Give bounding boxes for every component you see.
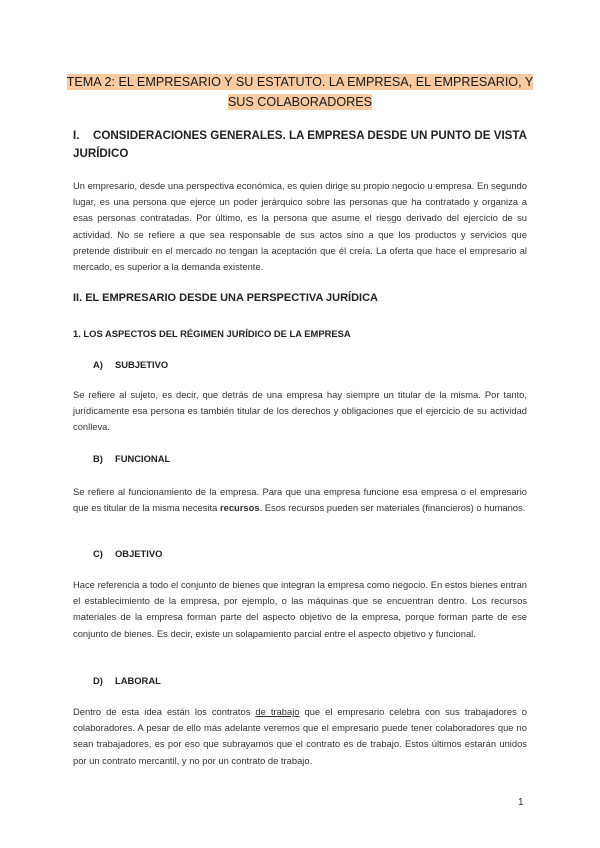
aspect-subjetivo-heading [93,359,168,370]
aspect-funcional-text [73,484,527,516]
aspect-laboral-text-underline: de trabajo [255,706,300,717]
page-number: 1 [518,797,524,808]
aspect-subjetivo-text: Se refiere al sujeto, es decir, que detrás de una empresa hay siempre un titular de la misma. Por tanto, jurídicamente esa persona es también titular de los derechos y obligaciones que el ejercicio de su actividad conlleva. [73,389,527,433]
aspect-laboral-label: D) [93,675,103,686]
section-2-subheading: 1. LOS ASPECTOS DEL RÉGIMEN JURÍDICO DE LA EMPRESA [73,328,351,339]
section-1-number: I. [73,129,80,142]
aspect-laboral-heading [93,675,161,686]
aspect-objetivo-text: Hace referencia a todo el conjunto de bienes que integran la empresa como negocio. En estos bienes entran el establecimiento de la empresa, por ejemplo, o las máquinas que se encuentran dentro. Los recursos materiales de la empresa forman parte del aspecto objetivo de la empresa, porque forman parte de ese conjunto de bienes. Es decir, existe un solapamiento parcial entre el aspecto objetivo y funcional. [73,579,527,639]
document-title [60,72,540,112]
aspect-objetivo-label: C) [93,548,103,559]
aspect-objetivo-heading [93,548,162,559]
aspect-laboral-title: LABORAL [115,675,161,686]
section-1-heading-text: CONSIDERACIONES GENERALES. LA EMPRESA DESDE UN PUNTO DE VISTA JURÍDICO [73,129,527,160]
aspect-subjetivo-title: SUBJETIVO [115,359,169,370]
aspect-objetivo-title: OBJETIVO [115,548,163,559]
aspect-laboral-text-before: Dentro de esta idea están los contratos [73,706,256,717]
aspect-funcional-text-bold: recursos [219,502,260,514]
aspect-laboral-text [73,704,527,769]
aspect-laboral-text-after: que el empresario celebra con sus trabajadores o colaboradores. A pesar de ello más adelante veremos que el empresario puede tener colaboradores que no sean trabajadores, es por eso que subrayamos que el contrato es de trabajo. Estos últimos estarán unidos por un contrato mercantil, y no por un contrato de trabajo. [73,706,528,766]
aspect-funcional-text-after: . Esos recursos pueden ser materiales (financieros) o humanos. [259,502,526,514]
document-title-text: TEMA 2: EL EMPRESARIO Y SU ESTATUTO. LA EMPRESA, EL EMPRESARIO, Y SUS COLABORADORES [66,75,534,109]
section-2-heading: II. EL EMPRESARIO DESDE UNA PERSPECTIVA JURÍDICA [73,292,378,304]
section-1-heading [73,127,527,163]
aspect-funcional-heading [93,453,170,464]
section-1-paragraph: Un empresario, desde una perspectiva económica, es quien dirige su propio negocio u empresa. En segundo lugar, es una persona que ejerce un poder jerárquico sobre las personas que ha contratado y organiza a esas personas contratadas. Por último, es la persona que asume el riesgo derivado del ejercicio de su actividad. No se refiere a que sea responsable de sus actos sino a que los productos y servicios que pretende distribuir en el mercado no tengan la aceptación que él creía. La oferta que hace el empresario al mercado, es superior a la demanda existente. [73,180,527,273]
aspect-funcional-label: B) [93,453,103,464]
aspect-subjetivo-label: A) [93,359,103,370]
aspect-funcional-text-before: Se refiere al funcionamiento de la empresa. Para que una empresa funcione esa empresa o el empresario que es titular de la misma necesita [73,486,527,514]
aspect-funcional-title: FUNCIONAL [115,453,171,464]
